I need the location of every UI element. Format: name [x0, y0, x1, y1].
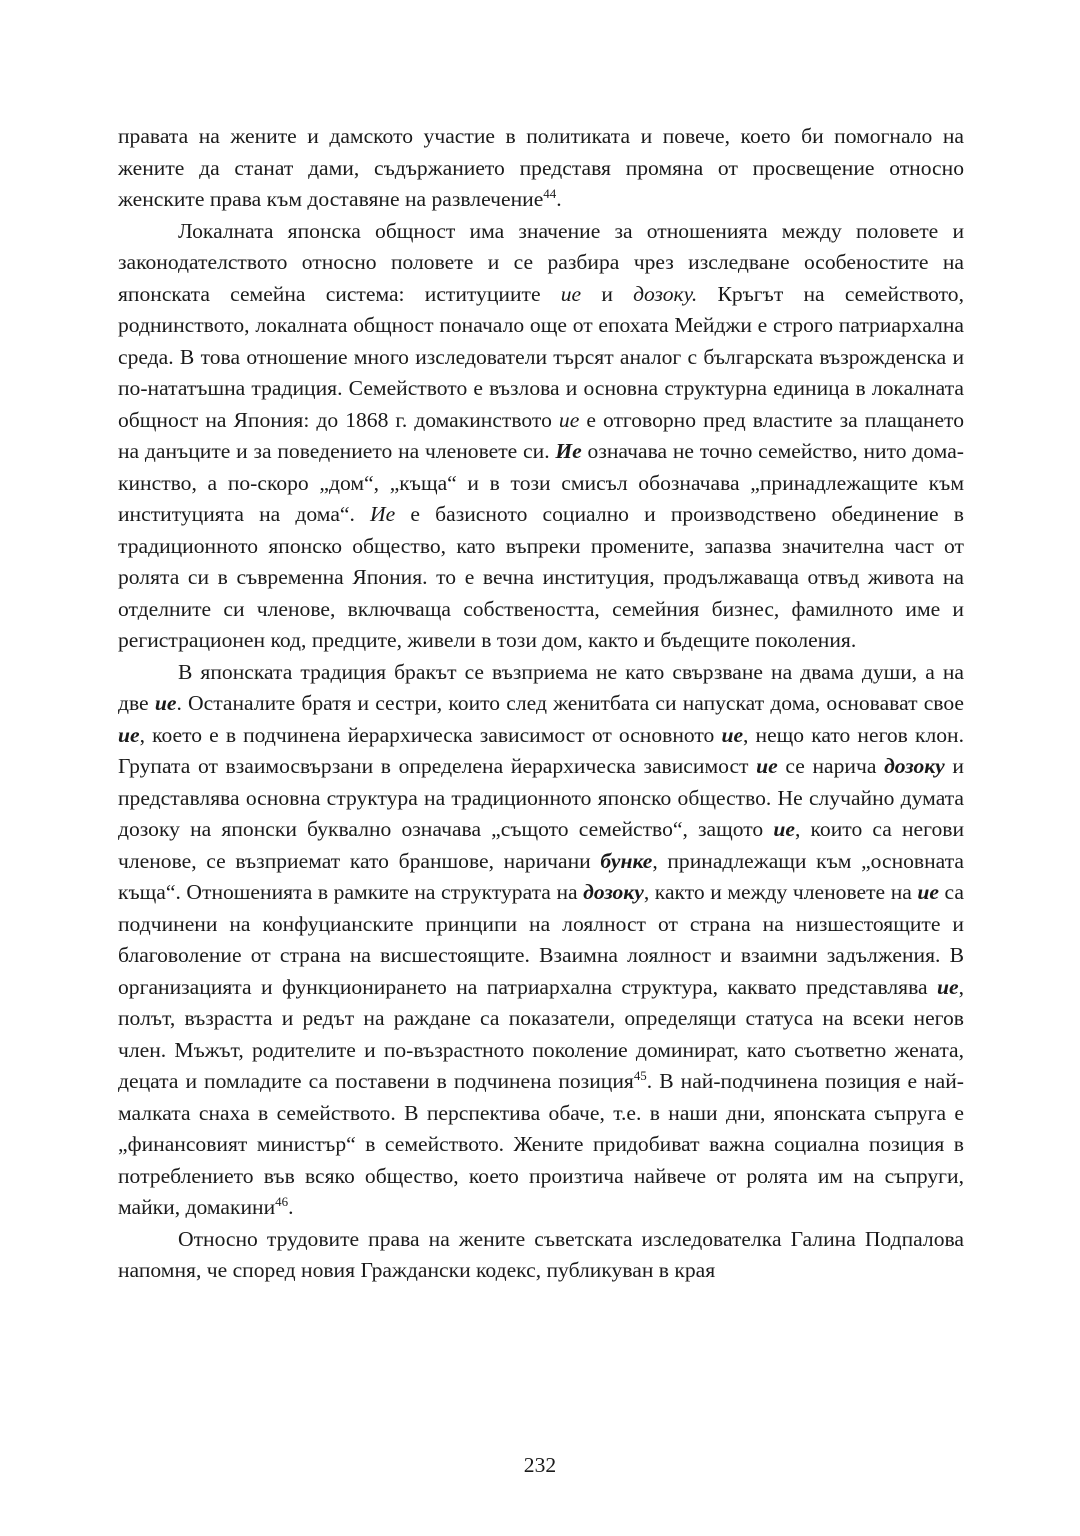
bold-italic-term: ие: [118, 722, 140, 747]
text-run: е отговорно пред властите за плащането на данъците и за поведението на членовете си.: [118, 407, 965, 463]
text-run: са подчинени на конфуцианските принципи на лоялност от страна на низшестоящите и благоволение от страна на висшестоящите. Взаимна лоялност и взаимни задължения. В организацията и функционирането на патриархална структура, каквато представлява: [118, 880, 964, 999]
text-run: .: [288, 1195, 294, 1219]
paragraph: [118, 121, 964, 216]
bold-italic-term: ие: [721, 722, 744, 747]
bold-italic-term: ие: [154, 691, 177, 715]
text-run: се нарича: [777, 754, 885, 778]
italic-term: ие: [560, 281, 582, 306]
text-run: и представлява основна структура на традиционното японско общество. Не случайно думата дозоку на японски буквално означава „същото семейство“, защото: [118, 754, 964, 841]
text-run: , което е в подчинена йерархическа зависимост от основното: [139, 722, 722, 747]
document-page: [118, 121, 964, 1287]
text-run: .: [556, 187, 562, 211]
text-run: означава не точно семейство, нито домакинство, а по-скоро „дом“, „къща“ и в този смисъл обозначава „принадлежащите към институцията на дома“.: [118, 439, 964, 526]
text-run: , които са негови членове, се възприемат като браншове, наричани: [118, 817, 964, 873]
page-number: 232: [523, 1453, 557, 1477]
bold-italic-term: Ие: [555, 439, 582, 463]
text-run: е базисното социално и производствено обединение в традиционното японско общество, като въпреки промените, запазва значителна част от ролята си в съвременна Япония. то е вечна институция, продължаваща отвъд живота на отделните си членове, включваща собствеността, семейния бизнес, фамилното име и регистрационен код, предците, живели в този дом, както и бъдещите поколения.: [118, 502, 964, 652]
italic-term: дозоку.: [633, 281, 698, 306]
text-run: , както и между членовете на: [643, 880, 918, 904]
italic-term: ие: [558, 407, 580, 432]
bold-italic-term: ие: [773, 817, 795, 841]
text-run: В японската традиция бракът се възприема не като свързване на двама души, а на две: [118, 659, 964, 715]
text-run: . Останалите братя и сестри, които след женитбата си напускат дома, основават свое: [176, 691, 964, 715]
text-run: , нещо като негов клон. Групата от взаимосвързани в определена йерархическа зависимост: [118, 722, 964, 778]
text-run: и: [581, 281, 634, 306]
bold-italic-term: дозоку: [884, 754, 945, 778]
text-run: . В най-подчинена позиция е наймалката снаха в семейството. В перспектива обаче, т.е. в наши дни, японската съпруга е „финансовият министър“ в семейството. Жените придобиват важна социална позиция в потреблението във всяко общество, което произтича найвече от ролята им на съпруги, майки, домакини: [118, 1069, 964, 1219]
body-text: [118, 121, 964, 1287]
footnote-reference: 46: [275, 1193, 289, 1209]
paragraph: [118, 1224, 964, 1287]
bold-italic-term: бунке: [600, 848, 653, 873]
paragraph: [118, 216, 964, 657]
text-run: Локалната японска общност има значение за отношенията между половете и законодателството относно половете и се разбира чрез изследване особеностите на японската семейна система: иституциите: [118, 218, 964, 306]
text-run: , принадлежащи към „основната къща“. Отношенията в рамките на структурата на: [118, 848, 964, 904]
bold-italic-term: дозоку: [583, 880, 644, 904]
text-run: правата на жените и дамското участие в политиката и повече, което би помогнало на жените да станат дами, съдържанието представя промяна от просвещение относно женските права към доставяне на развлечение: [118, 124, 964, 211]
text-run: , полът, възрастта и редът на раждане са показатели, определящи статуса на всеки негов член. Мъжът, родителите и по-възрастното поколение доминират, като съответно жената, децата и помладите са поставени в подчинена позиция: [118, 974, 964, 1093]
text-run: Кръгът на семейството, роднинството, локалната общност поначало още от епохата Мейджи е строго патриархална среда. В това отношение много изследователи търсят аналог с българската възрожденска и по-нататъшна традиция. Семейството е възлова и основна структурна единица в локалната общност на Япония: до 1868 г. домакинството: [118, 281, 964, 432]
footnote-reference: 45: [633, 1067, 647, 1083]
italic-term: Ие: [370, 502, 396, 526]
text-run: Относно трудовите права на жените съветската изследователка Галина Подпалова напомня, че според новия Граждански кодекс, публикуван в края: [118, 1226, 964, 1282]
bold-italic-term: ие: [917, 880, 939, 904]
paragraph: [118, 657, 964, 1224]
bold-italic-term: ие: [937, 974, 959, 999]
footnote-reference: 44: [543, 185, 557, 201]
bold-italic-term: ие: [756, 754, 778, 778]
